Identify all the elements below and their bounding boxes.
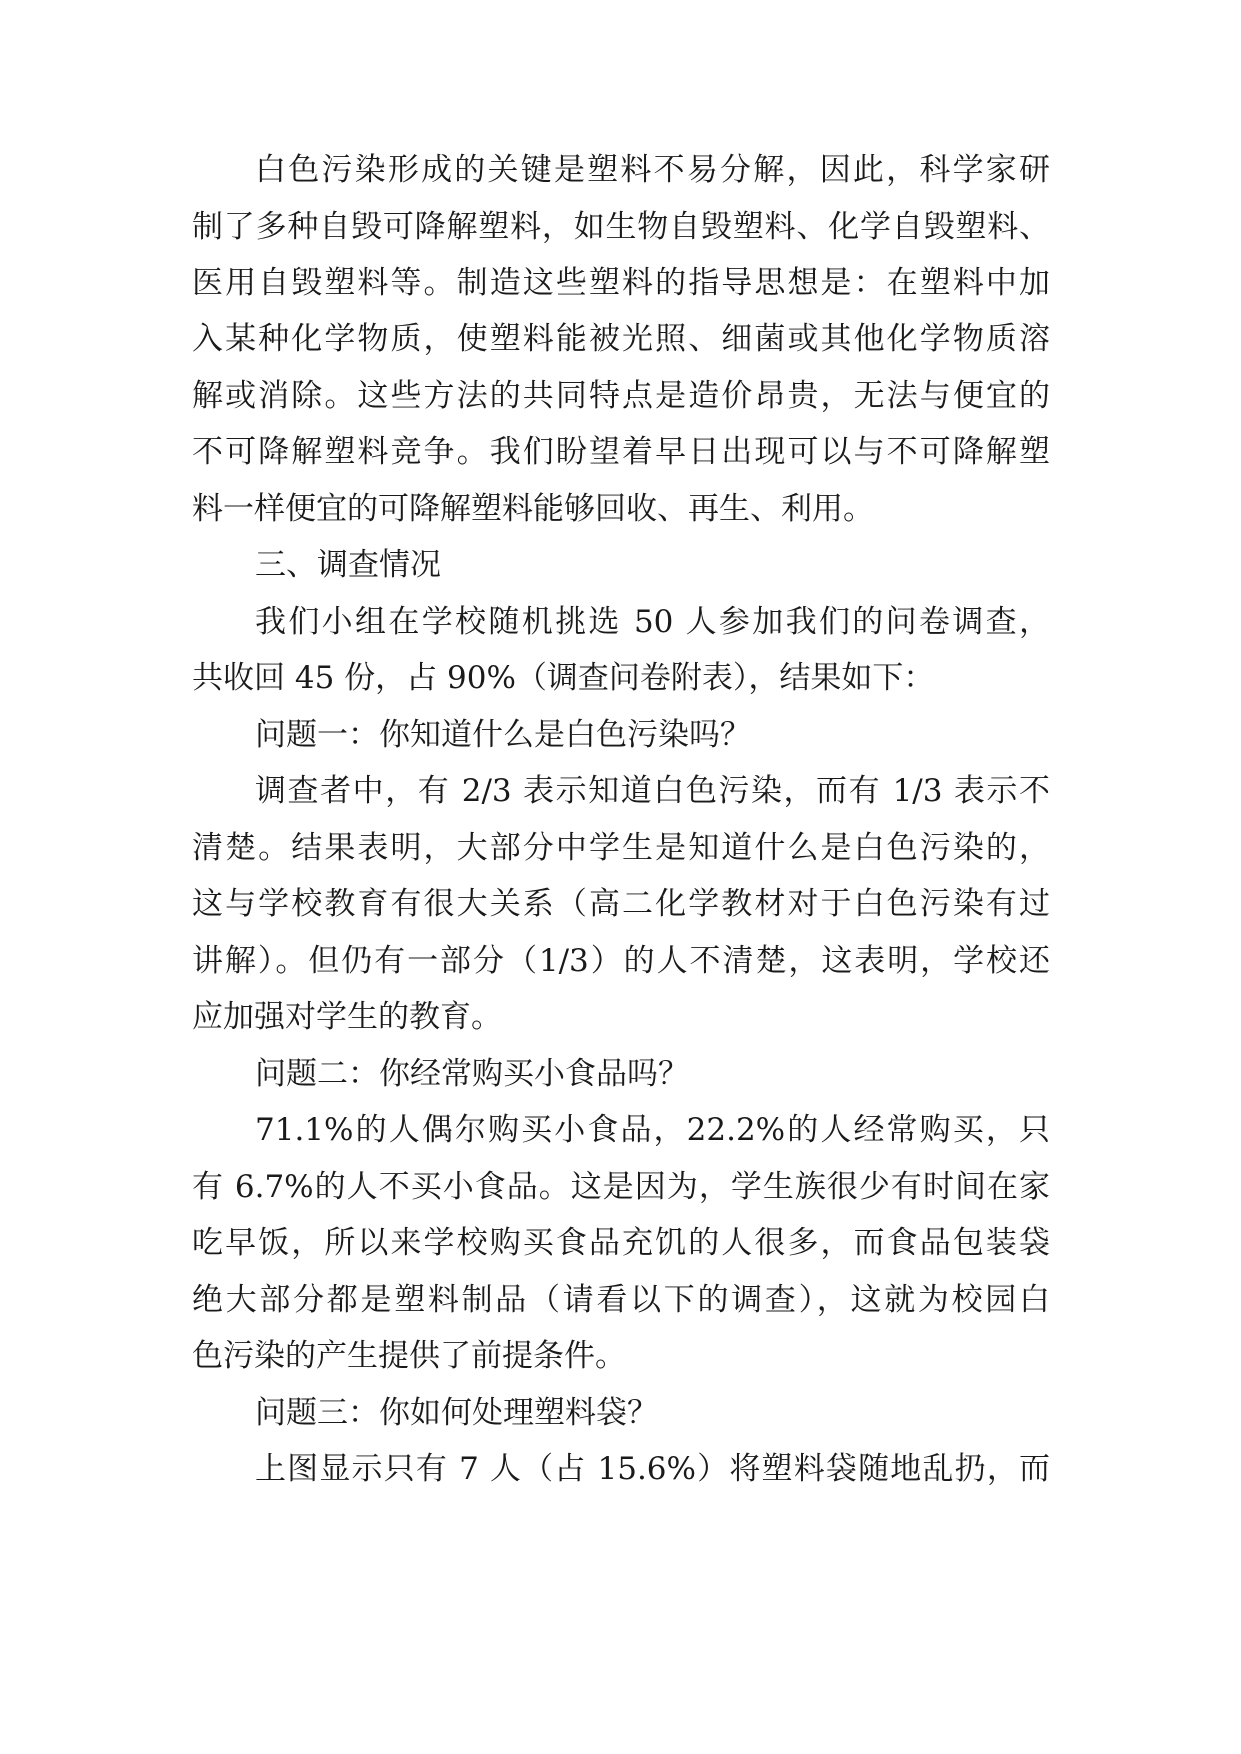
paragraph-line: 吃早饭，所以来学校购买食品充饥的人很多，而食品包装袋 [192, 1225, 1050, 1261]
paragraph-line: 清楚。结果表明，大部分中学生是知道什么是白色污染的， [192, 830, 1050, 866]
section-heading: 三、调查情况 [255, 547, 441, 583]
paragraph-line: 绝大部分都是塑料制品（请看以下的调查），这就为校园白 [192, 1282, 1050, 1318]
paragraph-line: 应加强对学生的教育。 [192, 999, 502, 1035]
paragraph-line: 制了多种自毁可降解塑料，如生物自毁塑料、化学自毁塑料、 [192, 209, 1050, 245]
paragraph-line: 有 6.7%的人不买小食品。这是因为，学生族很少有时间在家 [192, 1169, 1050, 1205]
paragraph-line: 共收回 45 份，占 90%（调查问卷附表），结果如下： [192, 660, 935, 696]
paragraph-line: 不可降解塑料竞争。我们盼望着早日出现可以与不可降解塑 [192, 434, 1050, 470]
paragraph-line: 71.1%的人偶尔购买小食品，22.2%的人经常购买，只 [255, 1112, 1050, 1148]
paragraph-line: 调查者中，有 2/3 表示知道白色污染，而有 1/3 表示不 [255, 773, 1050, 809]
question-heading: 问题一：你知道什么是白色污染吗？ [255, 717, 751, 753]
question-heading: 问题三：你如何处理塑料袋？ [255, 1395, 658, 1431]
paragraph-line: 上图显示只有 7 人（占 15.6%）将塑料袋随地乱扔，而 [255, 1451, 1050, 1487]
paragraph-line: 医用自毁塑料等。制造这些塑料的指导思想是：在塑料中加 [192, 265, 1050, 301]
paragraph-line: 色污染的产生提供了前提条件。 [192, 1338, 626, 1374]
paragraph-line: 这与学校教育有很大关系（高二化学教材对于白色污染有过 [192, 886, 1050, 922]
paragraph-line: 我们小组在学校随机挑选 50 人参加我们的问卷调查， [255, 604, 1050, 640]
paragraph-line: 白色污染形成的关键是塑料不易分解，因此，科学家研 [255, 152, 1050, 188]
paragraph-line: 讲解）。但仍有一部分（1/3）的人不清楚，这表明，学校还 [192, 943, 1050, 979]
paragraph-line: 解或消除。这些方法的共同特点是造价昂贵，无法与便宜的 [192, 378, 1050, 414]
paragraph-line: 料一样便宜的可降解塑料能够回收、再生、利用。 [192, 491, 874, 527]
question-heading: 问题二：你经常购买小食品吗？ [255, 1056, 689, 1092]
paragraph-line: 入某种化学物质，使塑料能被光照、细菌或其他化学物质溶 [192, 321, 1050, 357]
